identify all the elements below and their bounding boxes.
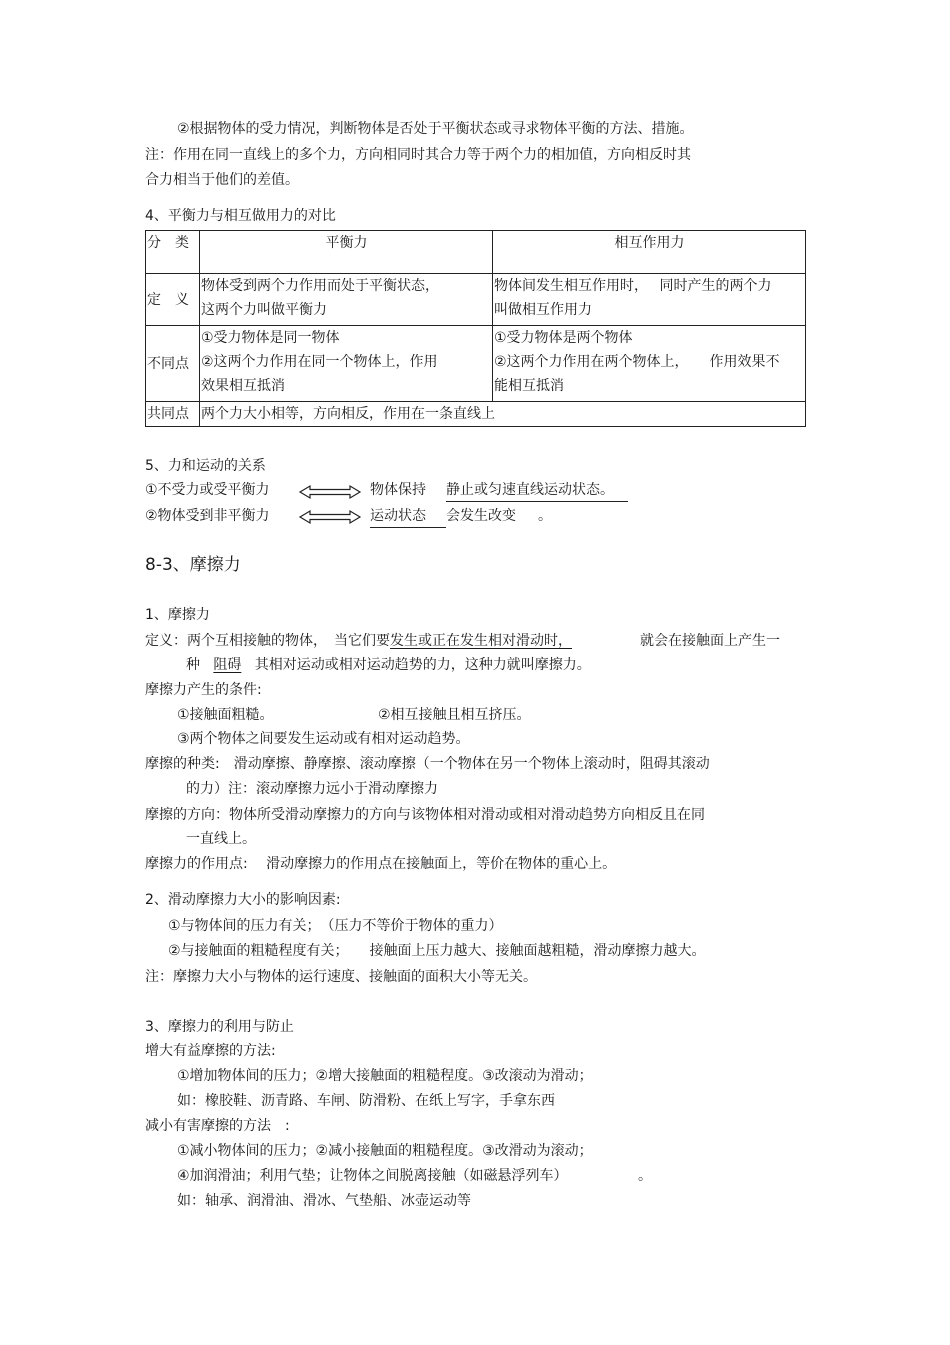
header-interaction: 相互作用力 (493, 231, 806, 274)
s2-title: 2、滑动摩擦力大小的影响因素: (145, 892, 341, 908)
decrease-methods-1: ①减小物体间的压力；②减小接触面的粗糙程度。③改滑动为滚动； (177, 1143, 593, 1159)
answer-underline (370, 527, 446, 528)
double-arrow-icon (298, 484, 362, 500)
cell-line: 效果相互抵消 (201, 378, 285, 394)
def-fill-blank: 发生或正在发生相对滑动时， (390, 633, 572, 649)
kinds-1: 摩擦的种类: 滑动摩擦、静摩擦、滚动摩擦（一个物体在另一个物体上滚动时，阻碍其滚动 (145, 756, 710, 772)
cell-difference-interaction (493, 326, 806, 402)
period: 。 (538, 508, 552, 524)
section4-title: 4、平衡力与相互做用力的对比 (145, 208, 336, 224)
table-row-definition (146, 274, 806, 326)
row-label-common: 共同点 (146, 402, 200, 427)
cond-1: ①接触面粗糙。 (177, 707, 274, 723)
cell-line: ②这两个力作用在同一个物体上，作用 (201, 354, 438, 370)
factor-1: ①与物体间的压力有关； （压力不等价于物体的重力） (168, 918, 503, 934)
double-arrow-icon (298, 509, 362, 525)
section5-title: 5、力和运动的关系 (145, 458, 266, 474)
cell-definition-interaction (493, 274, 806, 326)
decrease-title: 减小有害摩擦的方法 : (145, 1118, 290, 1134)
row-label-definition: 定 义 (146, 274, 200, 326)
relation-result-1-label: 物体保持 (370, 482, 426, 498)
cell-line: ①受力物体是两个物体 (494, 330, 633, 346)
s1-def-a (145, 632, 572, 650)
relation-condition-2: ②物体受到非平衡力 (145, 508, 270, 524)
s3-title: 3、摩擦力的利用与防止 (145, 1019, 294, 1035)
intro-note-cont: 合力相当于他们的差值。 (145, 172, 299, 188)
s1-def-c: 就会在接触面上产生一 (640, 633, 780, 649)
cell-line: 物体间发生相互作用时， 同时产生的两个力 (494, 278, 772, 294)
s1-def2 (186, 656, 591, 674)
decrease-examples: 如：轴承、润滑油、滑冰、气垫船、冰壶运动等 (177, 1193, 471, 1209)
intro-note: 注：作用在同一直线上的多个力，方向相同时其合力等于两个力的相加值，方向相反时其 (145, 147, 691, 163)
cell-definition-balance (200, 274, 493, 326)
direction-1: 摩擦的方向：物体所受滑动摩擦力的方向与该物体相对滑动或相对滑动趋势方向相反且在同 (145, 807, 705, 823)
def-text: 其相对运动或相对运动趋势的力，这种力就叫摩擦力。 (254, 657, 591, 673)
chapter-title: 8-3、摩擦力 (145, 555, 241, 575)
table-row-difference (146, 326, 806, 402)
cell-line: 叫做相互作用力 (494, 302, 592, 318)
relation-result-1-value: 静止或匀速直线运动状态。 (446, 482, 614, 498)
row-label-difference: 不同点 (146, 326, 200, 402)
comparison-table (145, 230, 806, 427)
s2-note: 注：摩擦力大小与物体的运行速度、接触面的面积大小等无关。 (145, 969, 537, 985)
action-point: 摩擦力的作用点: 滑动摩擦力的作用点在接触面上，等价在物体的重心上。 (145, 856, 617, 872)
cell-common: 两个力大小相等，方向相反，作用在一条直线上 (200, 402, 806, 427)
factor-2: ②与接触面的粗糙程度有关； 接触面上压力越大、接触面越粗糙，滑动摩擦力越大。 (168, 943, 706, 959)
intro-line: ②根据物体的受力情况，判断物体是否处于平衡状态或寻求物体平衡的方法、措施。 (177, 121, 694, 137)
def-text: 种 (186, 657, 200, 673)
cell-line: 这两个力叫做平衡力 (201, 302, 327, 318)
s1-title: 1、摩擦力 (145, 607, 210, 623)
cell-line: 物体受到两个力作用而处于平衡状态， (201, 278, 439, 294)
increase-title: 增大有益摩擦的方法: (145, 1043, 276, 1059)
relation-result-2-label: 运动状态 (370, 508, 426, 524)
cell-line: ②这两个力作用在两个物体上， 作用效果不 (494, 354, 780, 370)
cond-3: ③两个物体之间要发生运动或有相对运动趋势。 (177, 731, 470, 747)
period: 。 (638, 1168, 652, 1184)
relation-result-2-value: 会发生改变 (446, 508, 516, 524)
relation-condition-1: ①不受力或受平衡力 (145, 482, 270, 498)
decrease-methods-2: ④加润滑油；利用气垫；让物体之间脱离接触（如磁悬浮列车） (177, 1168, 568, 1184)
direction-2: 一直线上。 (186, 831, 256, 847)
cell-line: 能相互抵消 (494, 378, 564, 394)
def-text: 定义：两个互相接触的物体， 当它们要 (145, 633, 390, 649)
cond-title: 摩擦力产生的条件: (145, 682, 262, 698)
cell-difference-balance (200, 326, 493, 402)
header-balance: 平衡力 (200, 231, 493, 274)
increase-methods: ①增加物体间的压力；②增大接触面的粗糙程度。③改滚动为滑动； (177, 1068, 593, 1084)
kinds-2: 的力）注：滚动摩擦力远小于滑动摩擦力 (186, 781, 438, 797)
header-category: 分 类 (146, 231, 200, 274)
table-header-row (146, 231, 806, 274)
answer-underline (446, 501, 628, 502)
cell-line: ①受力物体是同一物体 (201, 330, 340, 346)
table-row-common (146, 402, 806, 427)
def-fill-blank: 阻碍 (213, 657, 242, 673)
cond-2: ②相互接触且相互挤压。 (378, 707, 531, 723)
increase-examples: 如：橡胶鞋、沥青路、车闸、防滑粉、在纸上写字，手拿东西 (177, 1093, 555, 1109)
